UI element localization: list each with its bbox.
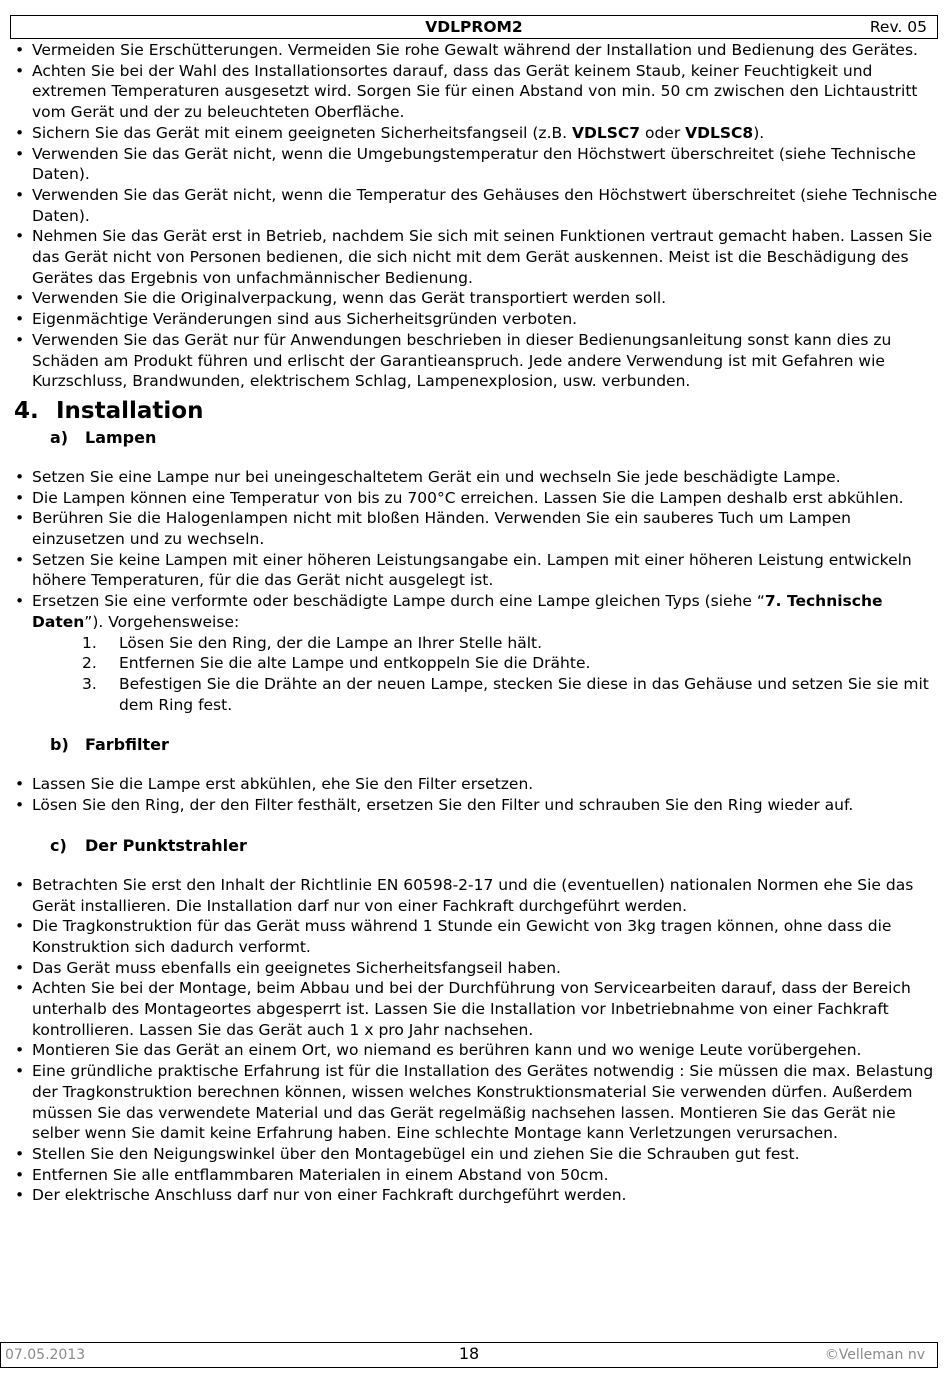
list-item: • Stellen Sie den Neigungswinkel über den Montagebügel ein und ziehen Sie die Schrauben gut fest. bbox=[14, 1144, 938, 1165]
step-number: 1. bbox=[82, 633, 97, 652]
farbfilter-bullet-list bbox=[14, 774, 938, 815]
subsection-heading-punktstrahler bbox=[14, 836, 938, 875]
document-title: VDLPROM2 bbox=[425, 18, 523, 36]
list-item-text: ). bbox=[753, 123, 765, 142]
step-text: Entfernen Sie die alte Lampe und entkoppeln Sie die Drähte. bbox=[119, 654, 591, 673]
list-item: • Verwenden Sie das Gerät nicht, wenn die Umgebungstemperatur den Höchstwert überschreitet (siehe Technische Daten). bbox=[14, 144, 938, 185]
step-item bbox=[82, 653, 938, 674]
intro-bullet-list bbox=[14, 40, 938, 392]
list-item: • Lösen Sie den Ring, der den Filter festhält, ersetzen Sie den Filter und schrauben Sie den Ring wieder auf. bbox=[14, 795, 938, 816]
subsection-heading-lampen bbox=[14, 428, 938, 467]
step-item bbox=[82, 633, 938, 654]
section-title: Installation bbox=[56, 397, 204, 424]
page-header bbox=[10, 15, 938, 39]
list-item: • Nehmen Sie das Gerät erst in Betrieb, nachdem Sie sich mit seinen Funktionen vertraut gemacht haben. Lassen Sie das Gerät nicht von Personen bedienen, die sich nicht mit dem Gerät auskennen. Meist ist die Beschädigung des Gerätes das Ergebnis von unfachmännischer Bedienung. bbox=[14, 226, 938, 288]
list-item: • Achten Sie bei der Montage, beim Abbau und bei der Durchführung von Servicearbeiten darauf, dass der Bereich unterhalb des Montageortes abgesperrt ist. Lassen Sie die Installation vor Inbetriebnahme von einer Fachkraft kontrollieren. Lassen Sie das Gerät auch 1 x pro Jahr nachsehen. bbox=[14, 978, 938, 1040]
lampen-bullet-list bbox=[14, 467, 938, 633]
step-number: 3. bbox=[82, 674, 97, 693]
subsection-heading-farbfilter bbox=[14, 735, 938, 774]
list-item: • Setzen Sie keine Lampen mit einer höheren Leistungsangabe ein. Lampen mit einer höheren Leistung entwickeln höhere Temperaturen, für die das Gerät nicht ausgelegt ist. bbox=[14, 550, 938, 591]
list-item-text: Sichern Sie das Gerät mit einem geeigneten Sicherheitsfangseil (z.B. bbox=[32, 123, 572, 142]
list-item: • Das Gerät muss ebenfalls ein geeignetes Sicherheitsfangseil haben. bbox=[14, 958, 938, 979]
product-code: VDLSC8 bbox=[685, 123, 754, 142]
list-item-text: oder bbox=[640, 123, 686, 142]
cross-reference: 7. Technische Daten bbox=[32, 592, 883, 631]
subsection-label: a) bbox=[50, 427, 69, 447]
list-item: • Eigenmächtige Veränderungen sind aus Sicherheitsgründen verboten. bbox=[14, 309, 938, 330]
page-content bbox=[14, 40, 938, 1206]
subsection-title: Lampen bbox=[85, 427, 157, 447]
replacement-steps bbox=[14, 633, 938, 716]
list-item: • Verwenden Sie die Originalverpackung, wenn das Gerät transportiert werden soll. bbox=[14, 288, 938, 309]
list-item: • Vermeiden Sie Erschütterungen. Vermeiden Sie rohe Gewalt während der Installation und Bedienung des Gerätes. bbox=[14, 40, 938, 61]
subsection-title: Farbfilter bbox=[85, 735, 169, 755]
subsection-label: c) bbox=[50, 835, 67, 855]
step-text: Befestigen Sie die Drähte an der neuen Lampe, stecken Sie diese in das Gehäuse und setzen Sie sie mit dem Ring fest. bbox=[119, 674, 929, 714]
list-item bbox=[14, 591, 938, 632]
footer-date: 07.05.2013 bbox=[5, 1347, 86, 1363]
list-item: • Verwenden Sie das Gerät nicht, wenn die Temperatur des Gehäuses den Höchstwert überschreitet (siehe Technische Daten). bbox=[14, 185, 938, 226]
list-item: • Montieren Sie das Gerät an einem Ort, wo niemand es berühren kann und wo wenige Leute vorübergehen. bbox=[14, 1040, 938, 1061]
subsection-title: Der Punktstrahler bbox=[85, 835, 247, 855]
page-number: 18 bbox=[458, 1344, 480, 1363]
list-item: • Der elektrische Anschluss darf nur von einer Fachkraft durchgeführt werden. bbox=[14, 1185, 938, 1206]
punktstrahler-bullet-list bbox=[14, 875, 938, 1206]
subsection-label: b) bbox=[50, 735, 69, 755]
list-item: • Verwenden Sie das Gerät nur für Anwendungen beschrieben in dieser Bedienungsanleitung sonst kann dies zu Schäden am Produkt führen und erlischt der Garantieanspruch. Jede andere Verwendung ist mit Gefahren wie Kurzschluss, Brandwunden, elektrischem Schlag, Lampenexplosion, usw. verbunden. bbox=[14, 330, 938, 392]
list-item: • Setzen Sie eine Lampe nur bei uneingeschaltetem Gerät ein und wechseln Sie jede beschädigte Lampe. bbox=[14, 467, 938, 488]
product-code: VDLSC7 bbox=[571, 123, 641, 142]
list-item: • Lassen Sie die Lampe erst abkühlen, ehe Sie den Filter ersetzen. bbox=[14, 774, 938, 795]
list-item: • Eine gründliche praktische Erfahrung ist für die Installation des Gerätes notwendig : Sie müssen die max. Belastung der Tragkonstruktion berechnen können, wissen welches Konstruktionsmaterial Sie verwenden dürfen. Außerdem müssen Sie das verwendete Material und das Gerät regelmäßig nachsehen lassen. Montieren Sie das Gerät nie selber wenn Sie damit keine Erfahrung haben. Eine schlechte Montage kann Verletzungen verursachen. bbox=[14, 1061, 938, 1144]
list-item: • Entfernen Sie alle entflammbaren Materialen in einem Abstand von 50cm. bbox=[14, 1165, 938, 1186]
list-item: • Die Lampen können eine Temperatur von bis zu 700°C erreichen. Lassen Sie die Lampen deshalb erst abkühlen. bbox=[14, 488, 938, 509]
revision-label: Rev. 05 bbox=[869, 18, 927, 36]
spacer bbox=[14, 816, 938, 836]
list-item bbox=[14, 123, 938, 144]
section-number: 4. bbox=[14, 397, 39, 424]
list-item: • Achten Sie bei der Wahl des Installationsortes darauf, dass das Gerät keinem Staub, keiner Feuchtigkeit und extremen Temperaturen ausgesetzt wird. Sorgen Sie für einen Abstand von min. 50 cm zwischen den Lichtaustritt vom Gerät und der zu beleuchteten Oberfläche. bbox=[14, 61, 938, 123]
page-footer bbox=[0, 1342, 938, 1368]
list-item: • Betrachten Sie erst den Inhalt der Richtlinie EN 60598-2-17 und die (eventuellen) nationalen Normen ehe Sie das Gerät installieren. Die Installation darf nur von einer Fachkraft durchgeführt werden. bbox=[14, 875, 938, 916]
footer-copyright: ©Velleman nv bbox=[824, 1347, 925, 1363]
section-heading bbox=[14, 394, 938, 428]
step-number: 2. bbox=[82, 654, 97, 673]
list-item-text: ”). Vorgehensweise: bbox=[84, 612, 240, 631]
step-text: Lösen Sie den Ring, der die Lampe an Ihrer Stelle hält. bbox=[119, 633, 543, 652]
list-item: • Die Tragkonstruktion für das Gerät muss während 1 Stunde ein Gewicht von 3kg tragen können, ohne dass die Konstruktion sich dadurch verformt. bbox=[14, 916, 938, 957]
list-item-text: Ersetzen Sie eine verformte oder beschädigte Lampe durch eine Lampe gleichen Typs (siehe “ bbox=[32, 592, 765, 611]
step-item bbox=[82, 674, 938, 715]
list-item: • Berühren Sie die Halogenlampen nicht mit bloßen Händen. Verwenden Sie ein sauberes Tuch um Lampen einzusetzen und zu wechseln. bbox=[14, 508, 938, 549]
spacer bbox=[14, 715, 938, 735]
